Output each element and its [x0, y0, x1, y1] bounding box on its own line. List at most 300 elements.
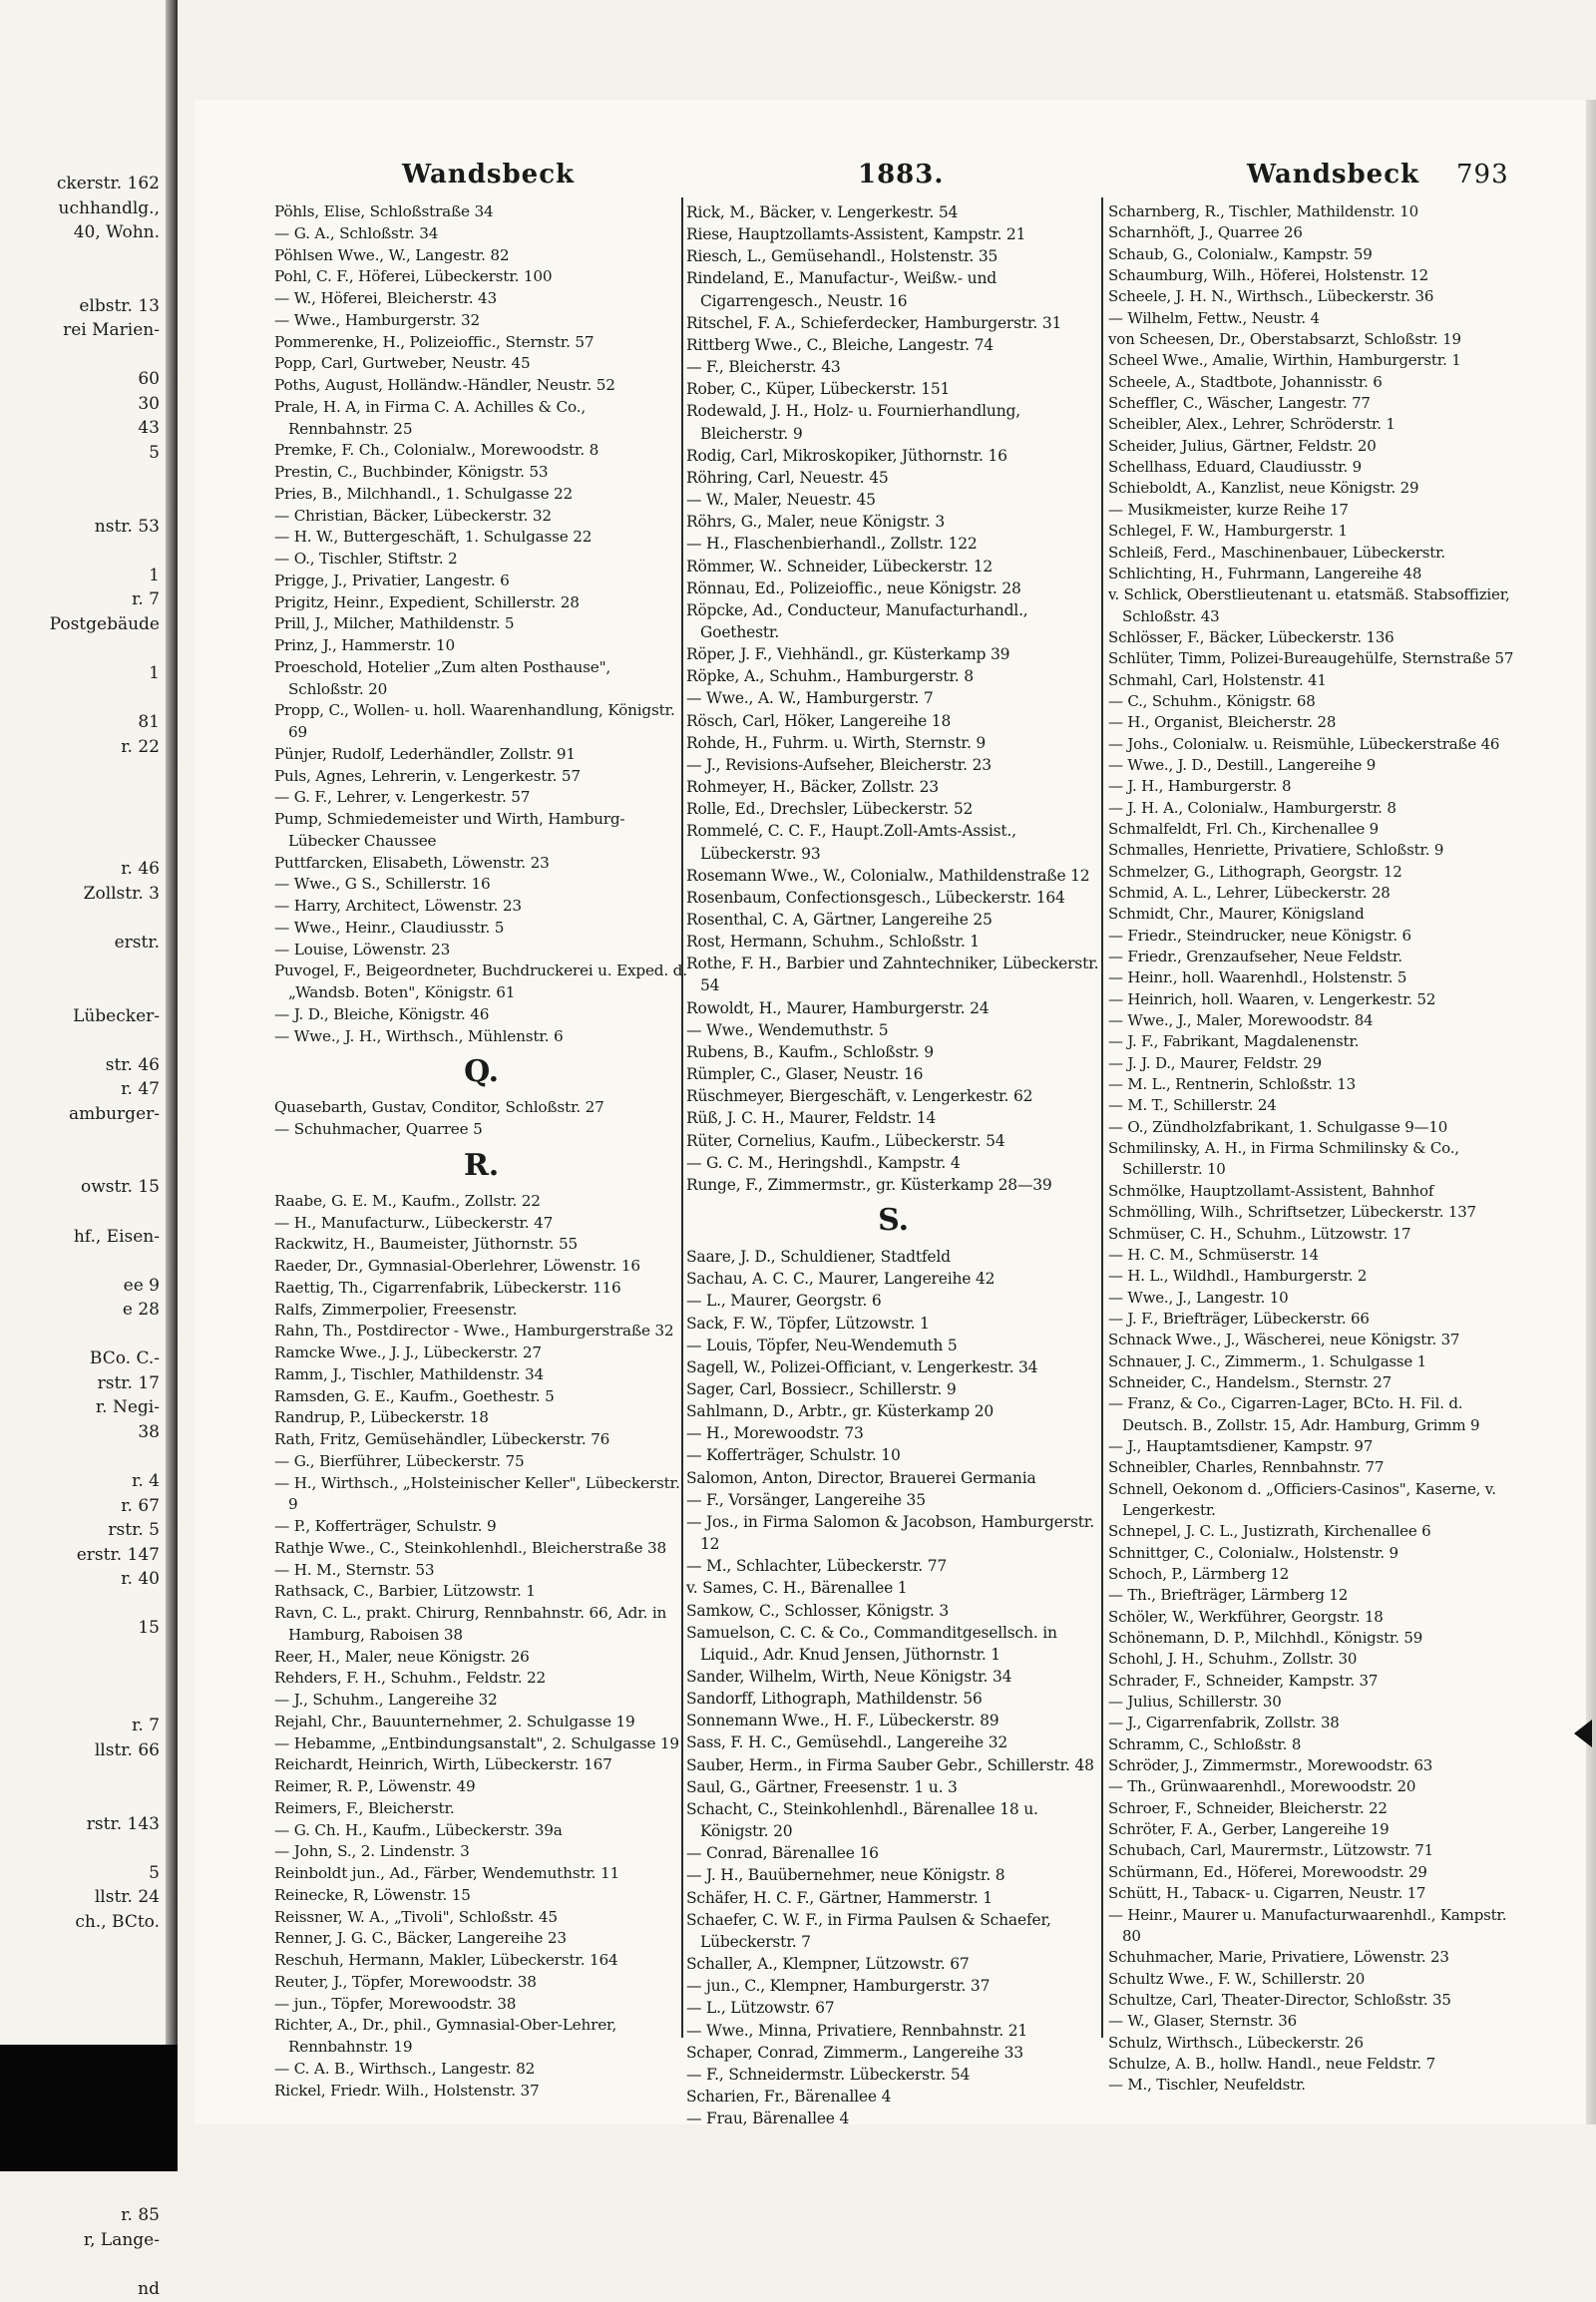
previous-page-fragment [50, 1126, 160, 1151]
previous-page-fragment [50, 979, 160, 1004]
directory-entry: — F., Vorsänger, Langereihe 35 [686, 1490, 926, 1509]
directory-entry: Schacht, C., Steinkohlenhdl., Bärenallee 18 u. Königstr. 20 [686, 1799, 1038, 1841]
directory-entry: Puvogel, F., Beigeordneter, Buchdruckerei u. Exped. d. „Wandsb. Boten", Königstr. 61 [274, 961, 687, 1001]
directory-entry: Pommerenke, H., Polizeioffic., Sternstr. 57 [274, 332, 595, 351]
previous-page-fragment [50, 539, 160, 564]
directory-entry: — J. F., Fabrikant, Magdalenenstr. [1108, 1032, 1360, 1051]
previous-page-fragment [50, 2179, 160, 2204]
directory-entry: — W., Glaser, Sternstr. 36 [1108, 2012, 1297, 2031]
previous-page-fragment: r. 67 [121, 1495, 160, 1516]
directory-entry: — Louise, Löwenstr. 23 [274, 940, 451, 959]
directory-entry: — H. L., Wildhdl., Hamburgerstr. 2 [1108, 1267, 1368, 1286]
header-year: 1883. [858, 160, 945, 190]
directory-entry: — J. J. D., Maurer, Feldstr. 29 [1108, 1053, 1322, 1072]
directory-entry: Röpcke, Ad., Conducteur, Manufacturhandl., Goethestr. [686, 600, 1028, 641]
directory-entry: — Jos., in Firma Salomon & Jacobson, Hamburgerstr. 12 [686, 1512, 1094, 1554]
directory-entry: Richter, A., Dr., phil., Gymnasial-Ober-Lehrer, Rennbahnstr. 19 [274, 2016, 617, 2056]
directory-entry: Schnepel, J. C. L., Justizrath, Kirchenallee 6 [1108, 1522, 1431, 1541]
directory-entry: — J. H. A., Colonialw., Hamburgerstr. 8 [1108, 798, 1396, 817]
previous-page-text-fragments [50, 172, 160, 2302]
previous-page-fragment [50, 1983, 160, 2008]
previous-page-fragment: BCo. C.- [89, 1348, 160, 1369]
directory-entry: Schuhmacher, Marie, Privatiere, Löwenstr. 23 [1108, 1948, 1449, 1967]
directory-entry: — W., Höferei, Bleicherstr. 43 [274, 289, 498, 307]
directory-entry: — M., Tischler, Neufeldstr. [1108, 2076, 1306, 2095]
previous-page-fragment [50, 245, 160, 270]
header-right-title: Wandsbeck [1247, 160, 1420, 190]
directory-entry: Scheele, A., Stadtbote, Johannisstr. 6 [1108, 372, 1383, 391]
previous-page-fragment: ch., BCto. [75, 1911, 160, 1932]
directory-entry: Scheele, J. H. N., Wirthsch., Lübeckerstr. 36 [1108, 287, 1434, 306]
previous-page-fragment: elbstr. 13 [79, 295, 160, 316]
directory-entry: Raabe, G. E. M., Kaufm., Zollstr. 22 [274, 1191, 541, 1210]
directory-entry: Rahn, Th., Postdirector - Wwe., Hamburgerstraße 32 [274, 1322, 674, 1341]
previous-page-fragment: r, Lange- [83, 2229, 160, 2250]
directory-entry: — Julius, Schillerstr. 30 [1108, 1693, 1282, 1712]
directory-entry: — G., Bierführer, Lübeckerstr. 75 [274, 1451, 525, 1470]
running-header [195, 160, 1586, 193]
directory-entry: Rümpler, C., Glaser, Neustr. 16 [686, 1065, 924, 1084]
header-left-title: Wandsbeck [402, 160, 576, 190]
previous-page-fragment: amburger- [68, 1103, 160, 1124]
directory-entry: — H. C. M., Schmüserstr. 14 [1108, 1245, 1319, 1264]
directory-entry: Schmüser, C. H., Schuhm., Lützowstr. 17 [1108, 1224, 1411, 1243]
page-edge-shadow [1586, 100, 1596, 2124]
previous-page-fragment [50, 1200, 160, 1225]
previous-page-fragment [50, 1787, 160, 1812]
directory-entry: Prill, J., Milcher, Mathildenstr. 5 [274, 614, 515, 633]
directory-entry: Sager, Carl, Bossiecr., Schillerstr. 9 [686, 1379, 957, 1398]
directory-entry: Rathje Wwe., C., Steinkohlenhdl., Bleicherstraße 38 [274, 1538, 666, 1557]
directory-entry: Sachau, A. C. C., Maurer, Langereihe 42 [686, 1270, 996, 1289]
previous-page-fragment [50, 759, 160, 784]
directory-entry: Rodewald, J. H., Holz- u. Fournierhandlung, Bleicherstr. 9 [686, 402, 1020, 443]
directory-entry: Scharnberg, R., Tischler, Mathildenstr. 10 [1108, 202, 1418, 220]
directory-entry: Rackwitz, H., Baumeister, Jüthornstr. 55 [274, 1235, 578, 1254]
scan-black-edge [0, 2045, 178, 2171]
directory-entry: Runge, F., Zimmermstr., gr. Küsterkamp 28—39 [686, 1175, 1052, 1194]
previous-page-fragment: Postgebäude [49, 613, 160, 634]
previous-page-fragment: 81 [138, 712, 160, 733]
previous-page-fragment: erstr. 147 [76, 1544, 160, 1565]
directory-entry: Schröder, J., Zimmermstr., Morewoodstr. 63 [1108, 1756, 1433, 1775]
directory-entry: Schaefer, C. W. F., in Firma Paulsen & Schaefer, Lübeckerstr. 7 [686, 1910, 1051, 1951]
directory-entry: — G. A., Schloßstr. 34 [274, 223, 439, 242]
directory-entry: Pump, Schmiedemeister und Wirth, Hamburg-Lübecker Chaussee [274, 810, 625, 850]
directory-entry: Rönnau, Ed., Polizeioffic., neue Königstr. 28 [686, 578, 1021, 597]
directory-entry: Raettig, Th., Cigarrenfabrik, Lübeckerstr. 116 [274, 1278, 621, 1297]
directory-entry: Pöhlsen Wwe., W., Langestr. 82 [274, 245, 510, 264]
directory-entry: Rosenthal, C. A, Gärtner, Langereihe 25 [686, 911, 993, 929]
directory-entry: — J. H., Hamburgerstr. 8 [1108, 777, 1292, 796]
previous-page-fragment: 40, Wohn. [73, 222, 160, 243]
directory-entry: — H., Morewoodstr. 73 [686, 1424, 864, 1443]
directory-entry: — J. H., Bauübernehmer, neue Königstr. 8 [686, 1866, 1005, 1885]
directory-entry: — Wwe., G S., Schillerstr. 16 [274, 875, 491, 894]
directory-entry: Ritschel, F. A., Schieferdecker, Hamburgerstr. 31 [686, 313, 1062, 332]
previous-page-fragment: llstr. 24 [94, 1887, 160, 1908]
directory-entry: Schulz, Wirthsch., Lübeckerstr. 26 [1108, 2033, 1364, 2052]
directory-entry: — Schuhmacher, Quarree 5 [274, 1120, 483, 1138]
directory-entry: Sass, F. H. C., Gemüsehdl., Langereihe 32 [686, 1733, 1008, 1752]
directory-entry: Reissner, W. A., „Tivoli", Schloßstr. 45 [274, 1907, 558, 1926]
directory-entry: Sahlmann, D., Arbtr., gr. Küsterkamp 20 [686, 1402, 995, 1421]
directory-entry: Rüß, J. C. H., Maurer, Feldstr. 14 [686, 1109, 937, 1128]
directory-entry: Schohl, J. H., Schuhm., Zollstr. 30 [1108, 1650, 1358, 1669]
directory-entry: — Heinr., Maurer u. Manufacturwaarenhdl., Kampstr. 80 [1108, 1905, 1507, 1945]
directory-entry: Puls, Agnes, Lehrerin, v. Lengerkestr. 57 [274, 766, 581, 785]
previous-page-fragment: e 28 [122, 1300, 160, 1321]
directory-entry: Rosenbaum, Confectionsgesch., Lübeckerstr. 164 [686, 888, 1065, 907]
directory-entry: Schönemann, D. P., Milchhdl., Königstr. 59 [1108, 1629, 1423, 1648]
directory-column-1 [274, 201, 688, 2102]
directory-entry: — Christian, Bäcker, Lübeckerstr. 32 [274, 506, 552, 525]
directory-entry: Rothe, F. H., Barbier und Zahntechniker, Lübeckerstr. 54 [686, 955, 1099, 995]
directory-entry: Prinz, J., Hammerstr. 10 [274, 636, 455, 654]
previous-page-fragment: 38 [138, 1421, 160, 1442]
previous-page-fragment [50, 956, 160, 980]
directory-entry: Schnell, Oekonom d. „Officiers-Casinos", Kaserne, v. Lengerkestr. [1108, 1479, 1496, 1519]
previous-page-fragment: rstr. 5 [108, 1520, 160, 1541]
directory-entry: Schleiß, Ferd., Maschinenbauer, Lübeckerstr. [1108, 543, 1445, 562]
directory-entry: Reuter, J., Töpfer, Morewoodstr. 38 [274, 1972, 537, 1991]
directory-entry: Schmidt, Chr., Maurer, Königsland [1108, 905, 1365, 924]
previous-page-fragment [50, 1763, 160, 1788]
previous-page-fragment: rstr. 17 [97, 1372, 160, 1393]
directory-entry: — O., Zündholzfabrikant, 1. Schulgasse 9—10 [1108, 1117, 1448, 1136]
previous-page-fragment: rei Marien- [63, 320, 160, 341]
directory-entry: Scheider, Julius, Gärtner, Feldstr. 20 [1108, 436, 1377, 455]
directory-entry: — C., Schuhm., Königstr. 68 [1108, 691, 1316, 710]
directory-entry: Schoch, P., Lärmberg 12 [1108, 1565, 1290, 1583]
previous-page-fragment: 43 [138, 418, 160, 439]
directory-entry: Ravn, C. L., prakt. Chirurg, Rennbahnstr. 66, Adr. in Hamburg, Raboisen 38 [274, 1604, 667, 1644]
directory-entry: — P., Kofferträger, Schulstr. 9 [274, 1517, 497, 1535]
directory-entry: — J., Schuhm., Langereihe 32 [274, 1691, 498, 1709]
directory-entry: Reer, H., Maler, neue Königstr. 26 [274, 1647, 530, 1666]
directory-entry: Schmilinsky, A. H., in Firma Schmilinsky & Co., Schillerstr. 10 [1108, 1139, 1459, 1179]
directory-entry: Rommelé, C. C. F., Haupt.Zoll-Amts-Assist., Lübeckerstr. 93 [686, 822, 1016, 863]
directory-entry: — Wwe., Heinr., Claudiusstr. 5 [274, 918, 505, 937]
directory-entry: — M., Schlachter, Lübeckerstr. 77 [686, 1557, 948, 1576]
directory-entry: — Friedr., Grenzaufseher, Neue Feldstr. [1108, 948, 1402, 966]
directory-entry: — Wwe., Minna, Privatiere, Rennbahnstr. 21 [686, 2021, 1028, 2040]
directory-entry: — Conrad, Bärenallee 16 [686, 1844, 879, 1863]
previous-page-fragment [50, 2252, 160, 2277]
directory-entry: Schneider, C., Handelsm., Sternstr. 27 [1108, 1372, 1392, 1391]
directory-entry: Schnack Wwe., J., Wäscherei, neue Königstr. 37 [1108, 1331, 1460, 1349]
previous-page-fragment [50, 1934, 160, 1959]
directory-entry: — H. M., Sternstr. 53 [274, 1560, 435, 1579]
directory-entry: Rüschmeyer, Biergeschäft, v. Lengerkestr. 62 [686, 1087, 1033, 1106]
previous-page-fragment: r. 85 [121, 2205, 160, 2226]
directory-entry: Schmalles, Henriette, Privatiere, Schloßstr. 9 [1108, 841, 1444, 860]
directory-entry: Schaub, G., Colonialw., Kampstr. 59 [1108, 244, 1373, 263]
directory-entry: — J. F., Briefträger, Lübeckerstr. 66 [1108, 1309, 1370, 1328]
directory-entry: — Musikmeister, kurze Reihe 17 [1108, 500, 1349, 519]
directory-entry: von Scheesen, Dr., Oberstabsarzt, Schloßstr. 19 [1108, 330, 1461, 349]
previous-page-fragment [50, 808, 160, 833]
directory-entry: — O., Tischler, Stiftstr. 2 [274, 550, 458, 568]
previous-page-fragment: Lübecker- [73, 1005, 160, 1026]
directory-entry: — M. L., Rentnerin, Schloßstr. 13 [1108, 1075, 1356, 1094]
previous-page-fragment [50, 269, 160, 294]
directory-entry: Schnauer, J. C., Zimmerm., 1. Schulgasse 1 [1108, 1351, 1427, 1370]
previous-page-fragment [50, 1028, 160, 1053]
previous-page-fragment: owstr. 15 [80, 1177, 160, 1198]
directory-entry: Rolle, Ed., Drechsler, Lübeckerstr. 52 [686, 800, 974, 819]
directory-entry: — Wwe., J., Maler, Morewoodstr. 84 [1108, 1011, 1374, 1030]
directory-entry: Röhring, Carl, Neuestr. 45 [686, 468, 889, 487]
directory-entry: — C. A. B., Wirthsch., Langestr. 82 [274, 2059, 536, 2078]
directory-entry: Schneibler, Charles, Rennbahnstr. 77 [1108, 1458, 1385, 1477]
previous-page-fragment [50, 1249, 160, 1274]
previous-page-fragment [50, 833, 160, 858]
directory-entry: — H., Wirthsch., „Holsteinischer Keller", Lübeckerstr. 9 [274, 1473, 680, 1514]
directory-entry: Rick, M., Bäcker, v. Lengerkestr. 54 [686, 203, 959, 221]
directory-entry: Pöhls, Elise, Schloßstraße 34 [274, 202, 494, 220]
previous-page-fragment [50, 636, 160, 661]
directory-entry: Römmer, W.. Schneider, Lübeckerstr. 12 [686, 557, 994, 576]
directory-entry: — John, S., 2. Lindenstr. 3 [274, 1842, 470, 1861]
directory-entry: Rösch, Carl, Höker, Langereihe 18 [686, 711, 952, 730]
directory-entry: — J., Cigarrenfabrik, Zollstr. 38 [1108, 1714, 1340, 1732]
page-margin-marker [1574, 1720, 1592, 1747]
directory-entry: Reimers, F., Bleicherstr. [274, 1798, 455, 1817]
directory-entry: Prale, H. A, in Firma C. A. Achilles & Co., Rennbahnstr. 25 [274, 397, 586, 438]
directory-entry: v. Schlick, Oberstlieutenant u. etatsmäß. Stabsoffizier, Schloßstr. 43 [1108, 585, 1510, 625]
directory-entry: Schroer, F., Schneider, Bleicherstr. 22 [1108, 1798, 1388, 1817]
directory-entry: — Wilhelm, Fettw., Neustr. 4 [1108, 308, 1320, 327]
book-gutter [166, 0, 178, 2171]
directory-entry: Rindeland, E., Manufactur-, Weißw.- und Cigarrengesch., Neustr. 16 [686, 269, 997, 310]
directory-entry: Pünjer, Rudolf, Lederhändler, Zollstr. 91 [274, 744, 576, 763]
directory-entry: Schubach, Carl, Maurermstr., Lützowstr. 71 [1108, 1841, 1433, 1860]
directory-entry: — Wwe., A. W., Hamburgerstr. 7 [686, 689, 934, 708]
directory-entry: Raeder, Dr., Gymnasial-Oberlehrer, Löwenstr. 16 [274, 1257, 640, 1275]
previous-page-fragment [50, 1444, 160, 1469]
directory-entry: — H., Flaschenbierhandl., Zollstr. 122 [686, 535, 978, 554]
previous-page-fragment: 1 [149, 565, 160, 585]
directory-entry: Ramcke Wwe., J. J., Lübeckerstr. 27 [274, 1343, 542, 1361]
previous-page-fragment: erstr. [114, 932, 160, 953]
directory-entry: — G. Ch. H., Kaufm., Lübeckerstr. 39a [274, 1820, 563, 1839]
directory-entry: Samkow, C., Schlosser, Königstr. 3 [686, 1601, 950, 1620]
directory-entry: Sandorff, Lithograph, Mathildenstr. 56 [686, 1690, 983, 1709]
previous-page-fragment: r. 40 [121, 1569, 160, 1590]
previous-page-fragment: 5 [149, 443, 160, 464]
directory-entry: Sauber, Herm., in Firma Sauber Gebr., Schillerstr. 48 [686, 1755, 1094, 1774]
previous-page-fragment [50, 2008, 160, 2033]
directory-entry: — F., Schneidermstr. Lübeckerstr. 54 [686, 2065, 971, 2084]
directory-entry: Prestin, C., Buchbinder, Königstr. 53 [274, 463, 549, 481]
section-letter-heading: R. [464, 1147, 499, 1183]
directory-entry: — J., Revisions-Aufseher, Bleicherstr. 23 [686, 755, 992, 774]
previous-page-fragment: r. 47 [121, 1079, 160, 1100]
directory-entry: Riese, Hauptzollamts-Assistent, Kampstr. 21 [686, 225, 1026, 244]
directory-entry: Schaper, Conrad, Zimmerm., Langereihe 33 [686, 2043, 1023, 2062]
directory-entry: — Th., Briefträger, Lärmberg 12 [1108, 1586, 1349, 1605]
directory-entry: — Friedr., Steindrucker, neue Königstr. 6 [1108, 926, 1411, 945]
previous-page-fragment: r. 46 [121, 859, 160, 880]
directory-entry: Scheel Wwe., Amalie, Wirthin, Hamburgerstr. 1 [1108, 351, 1461, 370]
directory-entry: — Franz, & Co., Cigarren-Lager, BCto. H. Fil. d. Deutsch. B., Zollstr. 15, Adr. Hamburg, Grimm 9 [1108, 1394, 1480, 1434]
directory-entry: — M. T., Schillerstr. 24 [1108, 1096, 1277, 1115]
directory-entry: Samuelson, C. C. & Co., Commanditgesellsch. in Liquid., Adr. Knud Jensen, Jüthornstr. 1 [686, 1623, 1057, 1664]
directory-entry: Schmelzer, G., Lithograph, Georgstr. 12 [1108, 862, 1402, 881]
directory-entry: Reinboldt jun., Ad., Färber, Wendemuthstr. 11 [274, 1864, 619, 1882]
directory-entry: — Wwe., Wendemuthstr. 5 [686, 1020, 889, 1039]
directory-entry: — Heinr., holl. Waarenhdl., Holstenstr. 5 [1108, 968, 1407, 987]
directory-entry: Sonnemann Wwe., H. F., Lübeckerstr. 89 [686, 1712, 999, 1730]
directory-entry: — H., Manufacturw., Lübeckerstr. 47 [274, 1213, 554, 1232]
directory-entry: Randrup, P., Lübeckerstr. 18 [274, 1408, 489, 1427]
previous-page-fragment: llstr. 66 [94, 1740, 160, 1760]
directory-entry: Schramm, C., Schloßstr. 8 [1108, 1734, 1302, 1753]
directory-entry: Rickel, Friedr. Wilh., Holstenstr. 37 [274, 2081, 540, 2100]
directory-entry: Rehders, F. H., Schuhm., Feldstr. 22 [274, 1669, 547, 1688]
previous-page-fragment: uchhandlg., [58, 197, 160, 218]
previous-page-fragment: 15 [138, 1618, 160, 1639]
previous-page-fragment [50, 1641, 160, 1666]
directory-entry: Rost, Hermann, Schuhm., Schloßstr. 1 [686, 933, 980, 952]
directory-entry: Rubens, B., Kaufm., Schloßstr. 9 [686, 1042, 934, 1061]
directory-entry: Schröter, F. A., Gerber, Langereihe 19 [1108, 1820, 1390, 1839]
directory-entry: — jun., Töpfer, Morewoodstr. 38 [274, 1994, 517, 2013]
directory-entry: — J., Hauptamtsdiener, Kampstr. 97 [1108, 1436, 1374, 1455]
directory-entry: Saare, J. D., Schuldiener, Stadtfeld [686, 1248, 951, 1267]
previous-page-fragment [50, 1592, 160, 1617]
previous-page-fragment: r. 7 [132, 1716, 160, 1736]
directory-entry: — H. W., Buttergeschäft, 1. Schulgasse 22 [274, 528, 593, 547]
directory-entry: — H., Organist, Bleicherstr. 28 [1108, 713, 1337, 732]
previous-page-fragment [50, 1690, 160, 1715]
previous-page-fragment: ckerstr. 162 [56, 174, 160, 193]
directory-entry: Salomon, Anton, Director, Brauerei Germania [686, 1468, 1036, 1487]
directory-entry: Scharien, Fr., Bärenallee 4 [686, 2087, 892, 2106]
previous-page-fragment: r. 7 [132, 589, 160, 610]
directory-entry: Puttfarcken, Elisabeth, Löwenstr. 23 [274, 853, 550, 872]
directory-entry: — Wwe., Hamburgerstr. 32 [274, 310, 481, 329]
directory-entry: Schaller, A., Klempner, Lützowstr. 67 [686, 1955, 970, 1974]
previous-page-fragment [50, 1959, 160, 1984]
directory-entry: Rohde, H., Fuhrm. u. Wirth, Sternstr. 9 [686, 733, 987, 752]
directory-entry: — L., Lützowstr. 67 [686, 1999, 835, 2018]
previous-page-fragment: str. 46 [105, 1054, 160, 1075]
directory-entry: v. Sames, C. H., Bärenallee 1 [686, 1579, 908, 1598]
previous-page-fragment: hf., Eisen- [73, 1226, 160, 1247]
directory-entry: Schäfer, H. C. F., Gärtner, Hammerstr. 1 [686, 1888, 993, 1907]
directory-entry: Schmahl, Carl, Holstenstr. 41 [1108, 670, 1327, 689]
directory-entry: Rath, Fritz, Gemüsehändler, Lübeckerstr. 76 [274, 1430, 610, 1448]
directory-entry: Scheibler, Alex., Lehrer, Schröderstr. 1 [1108, 415, 1396, 434]
previous-page-fragment [50, 1323, 160, 1347]
previous-page-fragment: 1 [149, 662, 160, 683]
directory-entry: Schmid, A. L., Lehrer, Lübeckerstr. 28 [1108, 884, 1391, 902]
directory-entry: Renner, J. G. C., Bäcker, Langereihe 23 [274, 1929, 567, 1948]
directory-entry: Schlüter, Timm, Polizei-Bureaugehülfe, Sternstraße 57 [1108, 649, 1514, 668]
previous-page-fragment [50, 1836, 160, 1861]
column-rule [1101, 197, 1103, 2038]
directory-entry: Reschuh, Hermann, Makler, Lübeckerstr. 164 [274, 1951, 618, 1969]
page-number: 793 [1456, 160, 1509, 190]
directory-entry: Quasebarth, Gustav, Conditor, Schloßstr. 27 [274, 1098, 604, 1117]
section-letter-heading: Q. [464, 1054, 499, 1090]
previous-page-fragment [50, 1665, 160, 1690]
directory-entry: Schmölling, Wilh., Schriftsetzer, Lübeckerstr. 137 [1108, 1203, 1476, 1222]
previous-page-fragment: nd [138, 2279, 160, 2300]
directory-entry: Schulze, A. B., hollw. Handl., neue Feldstr. 7 [1108, 2054, 1435, 2073]
directory-entry: Premke, F. Ch., Colonialw., Morewoodstr. 8 [274, 441, 599, 460]
directory-entry: Schaumburg, Wilh., Höferei, Holstenstr. 12 [1108, 266, 1429, 285]
previous-page-fragment: 5 [149, 1862, 160, 1883]
directory-entry: — G. C. M., Heringshdl., Kampstr. 4 [686, 1153, 961, 1172]
previous-page-fragment [50, 1151, 160, 1176]
directory-entry: Reimer, R. P., Löwenstr. 49 [274, 1777, 476, 1795]
directory-entry: Proeschold, Hotelier „Zum alten Posthause", Schloßstr. 20 [274, 657, 611, 698]
directory-entry: — Wwe., J. D., Destill., Langereihe 9 [1108, 755, 1377, 774]
directory-entry: Schütt, H., Tabacк- u. Cigarren, Neustr. 17 [1108, 1884, 1426, 1903]
directory-entry: Schmalfeldt, Frl. Ch., Kirchenallee 9 [1108, 819, 1380, 838]
directory-entry: Rüter, Cornelius, Kaufm., Lübeckerstr. 54 [686, 1131, 1005, 1150]
previous-page-fragment [50, 466, 160, 491]
directory-entry: Saul, G., Gärtner, Freesenstr. 1 u. 3 [686, 1777, 958, 1796]
directory-entry: Schlichting, H., Fuhrmann, Langereihe 48 [1108, 564, 1422, 582]
directory-entry: Reichardt, Heinrich, Wirth, Lübeckerstr. 167 [274, 1755, 612, 1774]
previous-page-fragment: r. Negi- [95, 1397, 160, 1418]
directory-entry: Schnittger, C., Colonialw., Holstenstr. 9 [1108, 1543, 1398, 1562]
directory-entry: Rodig, Carl, Mikroskopiker, Jüthornstr. 16 [686, 446, 1007, 465]
directory-column-3 [1108, 201, 1522, 2097]
previous-page-fragment: ee 9 [123, 1275, 160, 1296]
directory-entry: — Frau, Bärenallee 4 [686, 2110, 850, 2128]
directory-entry: Rathsack, C., Barbier, Lützowstr. 1 [274, 1582, 536, 1601]
directory-entry: Pries, B., Milchhandl., 1. Schulgasse 22 [274, 484, 574, 503]
directory-entry: Schellhass, Eduard, Claudiusstr. 9 [1108, 458, 1362, 477]
directory-entry: Popp, Carl, Gurtweber, Neustr. 45 [274, 354, 531, 373]
directory-entry: Sagell, W., Polizei-Officiant, v. Lengerkestr. 34 [686, 1357, 1038, 1376]
previous-page-fragment: rstr. 143 [86, 1813, 160, 1834]
directory-entry: Pohl, C. F., Höferei, Lübeckerstr. 100 [274, 267, 553, 286]
previous-page-fragment [50, 343, 160, 368]
directory-entry: Ramm, J., Tischler, Mathildenstr. 34 [274, 1364, 544, 1383]
directory-entry: — Harry, Architect, Löwenstr. 23 [274, 897, 522, 915]
directory-entry: Riesch, L., Gemüsehandl., Holstenstr. 35 [686, 247, 998, 266]
directory-entry: — Kofferträger, Schulstr. 10 [686, 1446, 901, 1465]
directory-entry: Sander, Wilhelm, Wirth, Neue Königstr. 34 [686, 1668, 1012, 1686]
previous-page-fragment: 60 [138, 369, 160, 390]
directory-entry: Röpke, A., Schuhm., Hamburgerstr. 8 [686, 667, 974, 686]
previous-page-fragment [50, 490, 160, 515]
directory-entry: Rittberg Wwe., C., Bleiche, Langestr. 74 [686, 335, 994, 354]
directory-entry: — L., Maurer, Georgstr. 6 [686, 1292, 882, 1311]
previous-page-fragment [50, 685, 160, 710]
section-letter-heading: S. [878, 1203, 909, 1239]
directory-entry: Schlösser, F., Bäcker, Lübeckerstr. 136 [1108, 627, 1395, 646]
directory-entry: Schieboldt, A., Kanzlist, neue Königstr. 29 [1108, 479, 1419, 498]
directory-entry: Ramsden, G. E., Kaufm., Goethestr. 5 [274, 1386, 555, 1405]
directory-entry: Schultz Wwe., F. W., Schillerstr. 20 [1108, 1969, 1366, 1988]
previous-page-fragment: r. 4 [132, 1470, 160, 1491]
directory-entry: Scheffler, C., Wäscher, Langestr. 77 [1108, 394, 1371, 413]
directory-entry: Schmölke, Hauptzollamt-Assistent, Bahnhof [1108, 1181, 1434, 1200]
directory-entry: — Johs., Colonialw. u. Reismühle, Lübeckerstraße 46 [1108, 734, 1500, 753]
directory-entry: Rohmeyer, H., Bäcker, Zollstr. 23 [686, 778, 939, 797]
directory-entry: — W., Maler, Neuestr. 45 [686, 491, 876, 510]
directory-entry: Schultze, Carl, Theater-Director, Schloßstr. 35 [1108, 1990, 1451, 2009]
directory-entry: Sack, F. W., Töpfer, Lützowstr. 1 [686, 1314, 930, 1333]
directory-entry: — Heinrich, holl. Waaren, v. Lengerkestr. 52 [1108, 989, 1436, 1008]
